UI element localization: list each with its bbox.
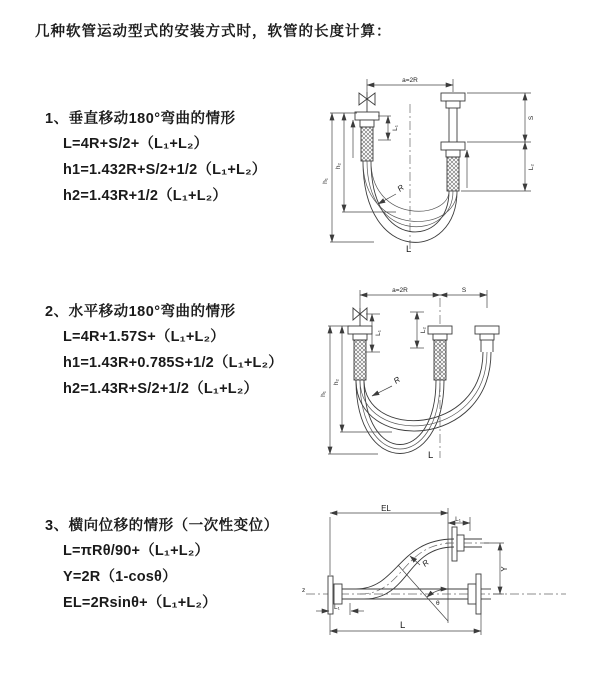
dimension-l1-top [448,516,470,531]
middle-pipe-fitting [428,326,452,380]
l2-label: L₂ [528,163,535,171]
radius-leader [378,183,406,204]
dimension-span-a2r [367,77,453,92]
formula-h2: h2=1.43R+1/2（L₁+L₂） [63,188,228,204]
left-pipe-fitting [348,326,372,380]
el-label: EL [381,504,391,513]
right-pipe-fitting [441,93,465,191]
radius-label: R [391,374,402,386]
s-label: S [461,287,467,294]
valve-icon [359,92,375,112]
dimension-y [484,543,509,594]
dimension-s [467,93,535,142]
formula-l: L=4R+1.57S+（L₁+L₂） [63,329,225,345]
h2-label: h₂ [333,378,340,386]
dimension-el [330,504,448,623]
dimension-l [330,614,481,635]
h1-label: h₁ [320,391,327,397]
y-label: Y [500,566,509,572]
l1-bottom-label: L₁ [334,604,340,611]
h2-label: h₂ [335,162,342,170]
section-2-heading: 2、水平移动180°弯曲的情形 [45,304,236,320]
formula-h1: h1=1.43R+0.785S+1/2（L₁+L₂） [63,355,283,371]
formula-el: EL=2Rsinθ+（L₁+L₂） [63,595,217,611]
dimension-l2 [461,142,535,191]
radius-leader [372,375,402,396]
l1-top-label: L₁ [455,516,461,523]
section-horizontal-180 [45,305,345,397]
formula-l: L=4R+S/2+（L₁+L₂） [63,136,209,152]
diagram-lateral-displacement [298,503,598,643]
diagram-vertical-180-bend [312,66,592,256]
hose-u-curves [356,352,491,454]
s-label: S [528,115,535,121]
section-3-heading: 3、横向位移的情形（一次性变位） [45,518,279,534]
page-title: 几种软管运动型式的安装方式时，软管的长度计算： [35,24,392,40]
span-label: a=2R [392,287,408,294]
left-pipe-fitting [355,112,379,161]
dimension-span-a2r [360,287,487,308]
span-label: a=2R [402,77,418,84]
dimension-l1 [378,116,399,140]
upper-right-flange [446,527,490,561]
l1-label: L₁ [392,125,399,131]
theta-label: θ [436,600,440,607]
length-label: L [400,620,406,631]
dimension-l2 [410,312,427,348]
length-label: L [428,450,434,461]
valve-icon [353,308,367,326]
diagram-horizontal-180-bend [308,282,598,462]
angle-theta [398,565,448,621]
radius-label: R [420,557,431,569]
right-pipe-fitting [475,326,499,352]
dimension-l1-bottom [316,603,364,615]
l2-label: L₂ [420,326,427,334]
section-1-heading: 1、垂直移动180°弯曲的情形 [45,111,236,127]
z-mark: z [302,587,306,594]
formula-h2: h2=1.43R+S/2+1/2（L₁+L₂） [63,381,259,397]
formula-l: L=πRθ/90+（L₁+L₂） [63,543,210,559]
formula-y: Y=2R（1-cosθ） [63,569,177,585]
formula-h1: h1=1.432R+S/2+1/2（L₁+L₂） [63,162,267,178]
section-vertical-180 [45,112,345,204]
h1-label: h₁ [322,178,329,184]
l1-label: L₁ [375,330,382,336]
radius-label: R [395,182,406,194]
dimension-s [440,287,487,295]
length-label: L [406,244,412,255]
